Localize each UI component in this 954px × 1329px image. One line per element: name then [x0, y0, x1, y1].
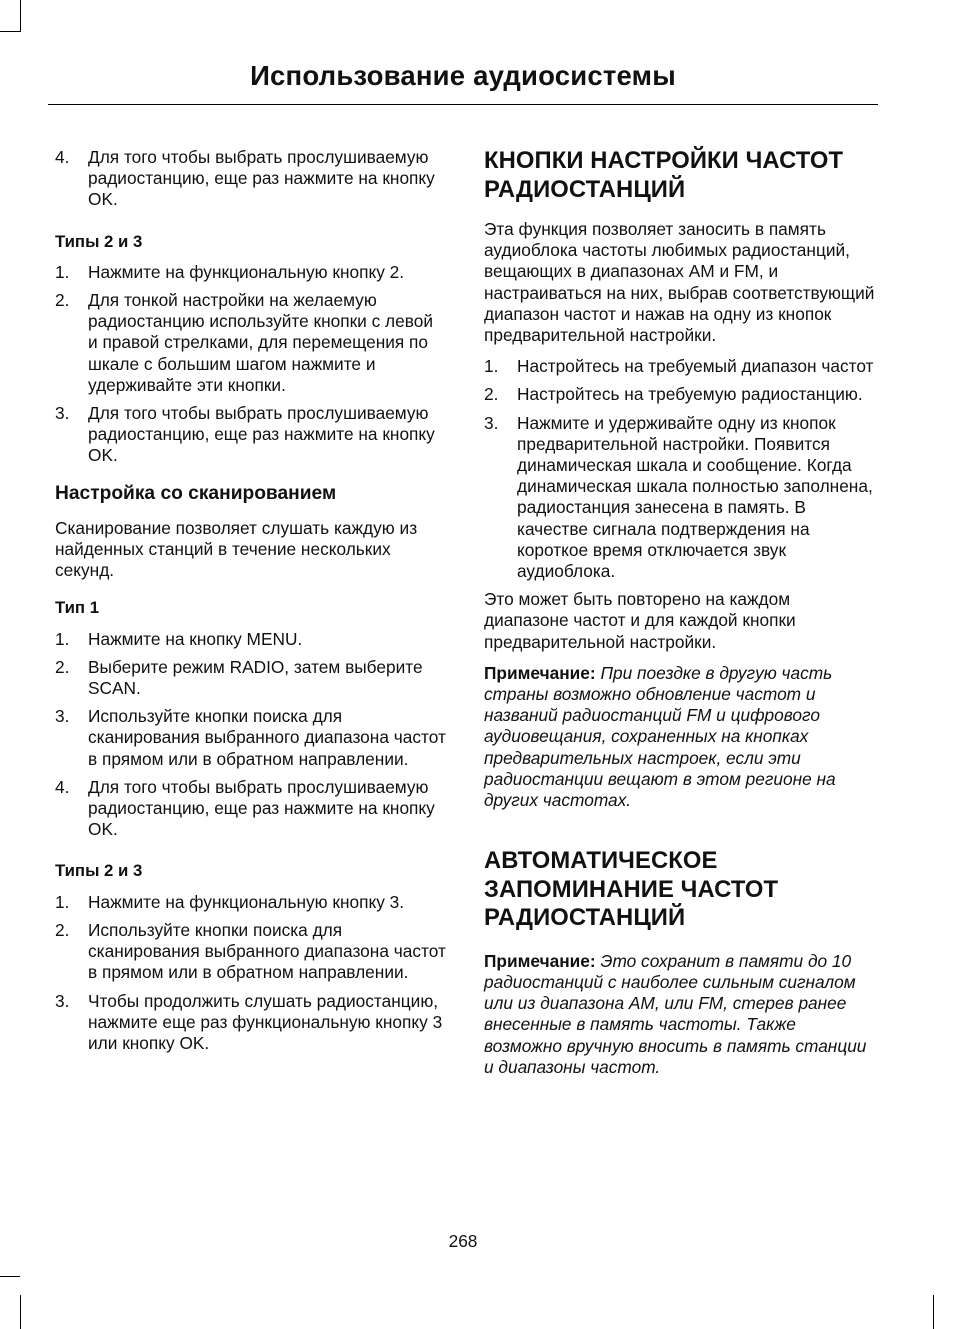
note-label: Примечание: [484, 950, 596, 971]
list-item [484, 356, 876, 377]
types-2-3-scan-list [55, 892, 447, 1054]
list-number: 2. [55, 656, 70, 677]
title-rule [48, 104, 878, 105]
right-column [484, 147, 876, 1088]
list-item [55, 991, 447, 1055]
types-2-3-scan-heading: Типы 2 и 3 [55, 861, 143, 881]
list-item [55, 657, 447, 699]
list-number: 3. [55, 403, 70, 424]
list-item [55, 920, 447, 984]
list-text: Настройтесь на требуемую радиостанцию. [517, 384, 863, 405]
left-column [55, 147, 447, 1061]
list-text: Для того чтобы выбрать прослушиваемую радиостанцию, еще раз нажмите на кнопку OK. [88, 776, 435, 840]
list-number: 2. [55, 919, 70, 940]
preset-list [484, 356, 876, 582]
list-item [55, 290, 447, 396]
types-2-3-heading: Типы 2 и 3 [55, 231, 143, 251]
list-number: 1. [55, 261, 70, 282]
list-number: 3. [55, 706, 70, 727]
continued-list [55, 147, 447, 211]
list-number: 3. [55, 990, 70, 1011]
preset-repeat-text: Это может быть повторено на каждом диапазоне частот и для каждой кнопки предварительной настройки. [484, 589, 796, 652]
preset-intro: Эта функция позволяет заносить в память аудиоблока частоты любимых радиостанций, вещающих в диапазонах AM и FM, и настраиваться на них, выбрав соответствующий диапазон частот и нажав на одну из кнопок предварительной настройки. [484, 219, 875, 346]
list-text: Нажмите на функциональную кнопку 3. [88, 891, 405, 912]
crop-mark-top-left-vertical [20, 0, 21, 32]
list-text: Для тонкой настройки на желаемую радиостанцию используйте кнопки с левой и правой стрелками, для перемещения по шкале с большим шагом нажмите и удерживайте эти кнопки. [88, 290, 433, 395]
crop-mark-bottom-left-horizontal [0, 1276, 20, 1277]
note-text: Это сохранит в памяти до 10 радиостанций с наиболее сильным сигналом или из диапазона AM, или FM, стерев ранее внесенные в память частоты. Также возможно вручную вносить в память станции и диапазоны частот. [484, 950, 867, 1077]
list-item [55, 262, 447, 283]
list-text: Нажмите на функциональную кнопку 2. [88, 261, 405, 282]
list-number: 2. [484, 384, 499, 405]
note-paragraph [484, 951, 876, 1078]
list-item [484, 413, 876, 583]
note-paragraph [484, 663, 876, 811]
list-text: Для того чтобы выбрать прослушиваемую радиостанцию, еще раз нажмите на кнопку OK. [88, 403, 435, 466]
list-number: 1. [484, 356, 499, 377]
scan-intro: Сканирование позволяет слушать каждую из найденных станций в течение нескольких секунд. [55, 517, 418, 581]
list-item [55, 777, 447, 841]
types-2-3-list [55, 262, 447, 467]
list-item [55, 403, 447, 467]
list-number: 3. [484, 412, 499, 433]
list-number: 2. [55, 290, 70, 311]
scan-heading: Настройка со сканированием [55, 482, 337, 504]
list-text: Для того чтобы выбрать прослушиваемую радиостанцию, еще раз нажмите на кнопку OK. [88, 147, 435, 210]
list-text: Выберите режим RADIO, затем выберите SCAN. [88, 656, 423, 699]
crop-mark-top-left-horizontal [0, 31, 20, 32]
crop-mark-bottom-right-vertical [933, 1295, 934, 1329]
list-number: 1. [55, 628, 70, 649]
list-text: Чтобы продолжить слушать радиостанцию, нажмите еще раз функциональную кнопку 3 или кнопку OK. [88, 990, 443, 1053]
list-number: 1. [55, 891, 70, 912]
note-label: Примечание: [484, 662, 596, 683]
list-text: Используйте кнопки поиска для сканирования выбранного диапазона частот в прямом или в обратном направлении. [88, 706, 446, 769]
page-title: Использование аудиосистемы [250, 60, 676, 91]
crop-mark-bottom-left-vertical [20, 1295, 21, 1329]
type-1-list [55, 629, 447, 841]
page-number: 268 [448, 1231, 478, 1251]
type-1-heading: Тип 1 [55, 598, 100, 618]
list-item [55, 892, 447, 913]
list-item [55, 706, 447, 770]
list-text: Используйте кнопки поиска для сканирования выбранного диапазона частот в прямом или в обратном направлении. [88, 919, 446, 983]
list-text: Настройтесь на требуемый диапазон частот [517, 356, 874, 377]
note-text: При поездке в другую часть страны возможно обновление частот и названий радиостанций FM и цифрового аудиовещания, сохраненных на кнопках предварительных настроек, если эти радиостанции вещают в этом регионе на других частотах. [484, 662, 836, 811]
preset-buttons-heading: КНОПКИ НАСТРОЙКИ ЧАСТОТ РАДИОСТАНЦИЙ [484, 147, 844, 203]
auto-store-heading: АВТОМАТИЧЕСКОЕ ЗАПОМИНАНИЕ ЧАСТОТ РАДИОСТАНЦИЙ [484, 847, 779, 932]
list-item [484, 384, 876, 405]
list-number: 4. [55, 776, 70, 797]
list-text: Нажмите и удерживайте одну из кнопок предварительной настройки. Появится динамическая шкала и сообщение. Когда динамическая шкала полностью заполнена, радиостанция занесена в память. В качестве сигнала подтверждения на короткое время отключается звук аудиоблока. [517, 412, 873, 582]
list-number: 4. [55, 147, 70, 167]
list-item [55, 629, 447, 650]
list-text: Нажмите на кнопку MENU. [88, 628, 303, 649]
list-item [55, 147, 447, 211]
